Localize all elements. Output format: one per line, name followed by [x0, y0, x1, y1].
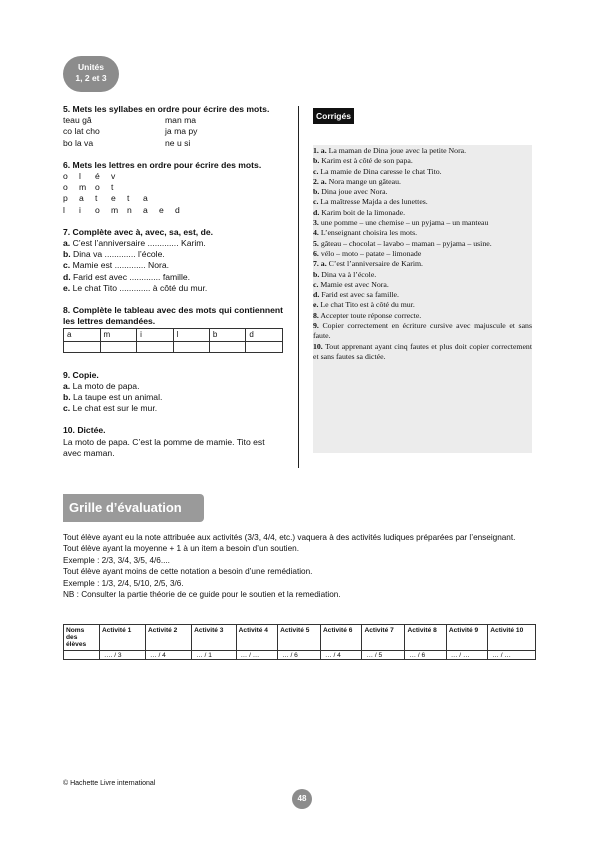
corrige-line	[313, 300, 532, 310]
list-item	[63, 381, 283, 392]
list-item	[63, 249, 283, 260]
letter: o	[63, 182, 68, 193]
corrige-key: d.	[313, 207, 320, 217]
evaluation-table	[63, 624, 536, 660]
grille-paragraph: Tout élève ayant la moyenne + 1 à un item a besoin d’un soutien.	[63, 544, 300, 554]
table-cell-empty	[100, 341, 137, 352]
letter: v	[111, 171, 116, 182]
letter-row	[63, 171, 283, 182]
table-cell-letter: d	[246, 329, 283, 341]
corrige-text: Nora mange un gâteau.	[328, 176, 401, 186]
corrige-text: Le chat Tito est à côté du mur.	[320, 300, 415, 310]
letter: t	[111, 182, 114, 193]
syllable-group: co lat cho	[63, 126, 100, 137]
letter: m	[111, 204, 119, 215]
corrige-text: une pomme – une chemise – un pyjama – un manteau	[320, 218, 489, 228]
corrige-key: c.	[313, 166, 319, 176]
ex6-letters	[63, 171, 283, 216]
table-header-cell: Activité 3	[192, 625, 237, 651]
table-header-cell: Activité 2	[146, 625, 192, 651]
letter: p	[63, 193, 68, 204]
corrige-text: Tout apprenant ayant cinq fautes et plus doit copier correctement et sans fautes sa dictée.	[313, 341, 533, 361]
grille-title: Grille d’évaluation	[63, 494, 204, 522]
corrige-line	[313, 156, 532, 166]
corrige-line	[313, 218, 532, 228]
score-cell: … / …	[488, 651, 536, 660]
list-item	[63, 392, 283, 403]
corrige-line	[313, 342, 532, 363]
letter: m	[79, 182, 87, 193]
list-item	[63, 260, 283, 271]
corrige-line	[313, 177, 532, 187]
corrige-key: 8.	[313, 310, 319, 320]
table-cell-empty	[246, 341, 283, 352]
ex10-text: La moto de papa. C’est la pomme de mamie. Tito est avec maman.	[63, 436, 265, 458]
grille-paragraph: Tout élève ayant eu la note attribuée aux activités (3/3, 4/4, etc.) vaquera à des activités ludiques préparées par l’enseignant.	[63, 533, 516, 542]
corrige-line	[313, 228, 532, 238]
score-cell: … / 4	[146, 651, 192, 660]
corrige-text: gâteau – chocolat – lavabo – maman – pyjama – usine.	[320, 238, 492, 248]
letter: l	[79, 171, 81, 182]
corrige-text: Copier correctement en écriture cursive avec majuscule et sans faute.	[313, 321, 532, 341]
letter: a	[143, 204, 148, 215]
score-cell: … / …	[236, 651, 277, 660]
syllable-row	[63, 126, 283, 137]
corrige-line	[313, 311, 532, 321]
corriges-box	[313, 145, 532, 453]
corrige-key: c.	[313, 197, 319, 207]
table-cell-letter: b	[209, 329, 246, 341]
ex9-title: 9. Copie.	[63, 369, 99, 380]
corrige-line	[313, 259, 532, 269]
letter: a	[143, 193, 148, 204]
letter: o	[95, 182, 100, 193]
item-text: Dina va ............. l’école.	[73, 249, 165, 260]
table-header-cell: Activité 4	[236, 625, 277, 651]
syllable-row	[63, 115, 283, 126]
letter: n	[127, 204, 132, 215]
corrige-key: b.	[313, 156, 320, 166]
item-text: La taupe est un animal.	[73, 392, 163, 403]
corrige-key: 10.	[313, 341, 323, 351]
letter: e	[159, 204, 164, 215]
grille-paragraph: NB : Consulter la partie théorie de ce guide pour le soutien et la remediation.	[63, 590, 341, 600]
corrige-text: La mamie de Dina caresse le chat Tito.	[320, 166, 442, 176]
letter-row	[63, 182, 283, 193]
ex8-table	[63, 328, 283, 352]
item-key: d.	[63, 271, 71, 282]
table-header-cell: Activité 10	[488, 625, 536, 651]
item-text: Le chat Tito ............. à côté du mur.	[72, 282, 208, 293]
corrige-text: L’enseignant choisira les mots.	[320, 228, 418, 238]
table-header-cell: Activité 5	[278, 625, 321, 651]
table-header-cell: Activité 6	[321, 625, 362, 651]
units-badge	[63, 56, 119, 92]
letter: é	[95, 171, 100, 182]
score-cell: … / 5	[362, 651, 405, 660]
table-header-cell: Activité 1	[99, 625, 145, 651]
score-cell	[64, 651, 100, 660]
corrige-key: 1. a.	[313, 146, 327, 155]
units-badge-line2: 1, 2 et 3	[75, 73, 107, 83]
letter: a	[79, 193, 84, 204]
units-badge-line1: Unités	[78, 62, 104, 72]
corriges-title: Corrigés	[313, 108, 354, 124]
score-cell: … / …	[446, 651, 487, 660]
table-cell-letter: i	[137, 329, 173, 341]
corrige-line	[313, 270, 532, 280]
syllable-row	[63, 138, 283, 149]
letter: o	[95, 204, 100, 215]
item-text: Mamie est ............. Nora.	[72, 260, 170, 271]
table-cell-empty	[209, 341, 246, 352]
letter-row	[63, 193, 283, 204]
table-cell-letter: a	[64, 329, 101, 341]
item-text: La moto de papa.	[72, 380, 140, 391]
item-text: Farid est avec ............. famille.	[73, 271, 191, 282]
corrige-line	[313, 321, 532, 342]
page-number: 48	[292, 789, 312, 809]
letter: t	[127, 193, 130, 204]
corrige-key: b.	[313, 187, 320, 197]
corrige-key: 4.	[313, 228, 319, 238]
list-item	[63, 283, 283, 294]
item-text: C’est l’anniversaire ............. Karim.	[72, 238, 206, 249]
corrige-line	[313, 208, 532, 218]
letter: t	[95, 193, 98, 204]
ex5-title: 5. Mets les syllabes en ordre pour écrire des mots.	[63, 104, 270, 114]
grille-paragraph: Exemple : 1/3, 2/4, 5/10, 2/5, 3/6.	[63, 578, 184, 588]
corrige-text: Karim est à côté de son papa.	[321, 156, 413, 166]
item-key: b.	[63, 249, 71, 260]
letter: e	[111, 193, 116, 204]
table-cell-empty	[137, 341, 173, 352]
corrige-line	[313, 239, 532, 249]
score-cell: … / 6	[405, 651, 446, 660]
corrige-text: La maîtresse Majda a des lunettes.	[320, 197, 428, 207]
corrige-line	[313, 249, 532, 259]
corrige-text: Farid est avec sa famille.	[321, 290, 399, 300]
corrige-text: La maman de Dina joue avec la petite Nora.	[328, 146, 467, 155]
item-key: c.	[63, 403, 71, 414]
grille-text	[63, 532, 533, 600]
letter-row	[63, 205, 283, 216]
corrige-text: Dina joue avec Nora.	[321, 187, 388, 197]
item-key: c.	[63, 260, 71, 271]
corrige-line	[313, 146, 532, 156]
ex5-syllables	[63, 115, 283, 149]
ex8-title: 8. Complète le tableau avec des mots qui contiennent les lettres demandées.	[63, 305, 283, 327]
score-cell: … / 4	[321, 651, 362, 660]
corrige-key: 2. a.	[313, 176, 327, 186]
letter: l	[63, 204, 65, 215]
corrige-line	[313, 290, 532, 300]
list-item	[63, 238, 283, 249]
corrige-key: 9.	[313, 321, 319, 331]
corrige-text: Karim boit de la limonade.	[321, 207, 406, 217]
corrige-key: b.	[313, 269, 320, 279]
score-cell: … / 1	[192, 651, 237, 660]
corrige-key: 6.	[313, 248, 319, 258]
corrige-key: e.	[313, 300, 319, 310]
corrige-key: 3.	[313, 218, 319, 228]
corrige-key: 7. a.	[313, 259, 327, 269]
score-cell: …. / 3	[99, 651, 145, 660]
table-cell-empty	[173, 341, 209, 352]
list-item	[63, 403, 283, 414]
ex7-items	[63, 238, 283, 294]
corrige-line	[313, 167, 532, 177]
table-header-cell: Noms des élèves	[64, 625, 100, 651]
column-divider	[298, 106, 299, 468]
item-text: Le chat est sur le mur.	[72, 403, 158, 414]
list-item	[63, 272, 283, 283]
item-key: a.	[63, 238, 71, 249]
letter: d	[175, 204, 180, 215]
table-header-cell: Activité 9	[446, 625, 487, 651]
corrige-line	[313, 197, 532, 207]
ex9-items	[63, 381, 283, 415]
corrige-key: 5.	[313, 238, 319, 248]
corrige-text: Dina va à l’école.	[321, 269, 377, 279]
ex10-title: 10. Dictée.	[63, 425, 106, 436]
syllable-group: ne u si	[165, 137, 191, 148]
corrige-line	[313, 280, 532, 290]
syllable-group: man ma	[165, 115, 197, 126]
corrige-text: vélo – moto – patate – limonade	[320, 248, 422, 258]
exercises-column	[63, 104, 283, 459]
letter: o	[63, 171, 68, 182]
corrige-text: Accepter toute réponse correcte.	[320, 310, 422, 320]
letter: i	[79, 204, 81, 215]
corrige-key: d.	[313, 290, 320, 300]
corrige-key: c.	[313, 279, 319, 289]
item-key: b.	[63, 392, 71, 403]
syllable-group: ja ma py	[165, 126, 198, 137]
corrige-line	[313, 187, 532, 197]
table-header-cell: Activité 7	[362, 625, 405, 651]
grille-paragraph: Tout élève ayant moins de cette notation a besoin d’une remédiation.	[63, 567, 313, 577]
ex6-title: 6. Mets les lettres en ordre pour écrire des mots.	[63, 159, 262, 170]
copyright: © Hachette Livre international	[63, 780, 156, 787]
table-cell-empty	[64, 341, 101, 352]
table-cell-letter: l	[173, 329, 209, 341]
corrige-text: Mamie est avec Nora.	[320, 279, 389, 289]
syllable-group: teau gâ	[63, 115, 92, 126]
score-cell: … / 6	[278, 651, 321, 660]
ex7-title: 7. Complète avec à, avec, sa, est, de.	[63, 226, 213, 237]
syllable-group: bo la va	[63, 137, 94, 148]
grille-paragraph: Exemple : 2/3, 3/4, 3/5, 4/6....	[63, 555, 170, 565]
item-key: e.	[63, 282, 71, 293]
table-header-cell: Activité 8	[405, 625, 446, 651]
table-cell-letter: m	[100, 329, 137, 341]
corrige-text: C’est l’anniversaire de Karim.	[328, 259, 424, 269]
item-key: a.	[63, 380, 71, 391]
